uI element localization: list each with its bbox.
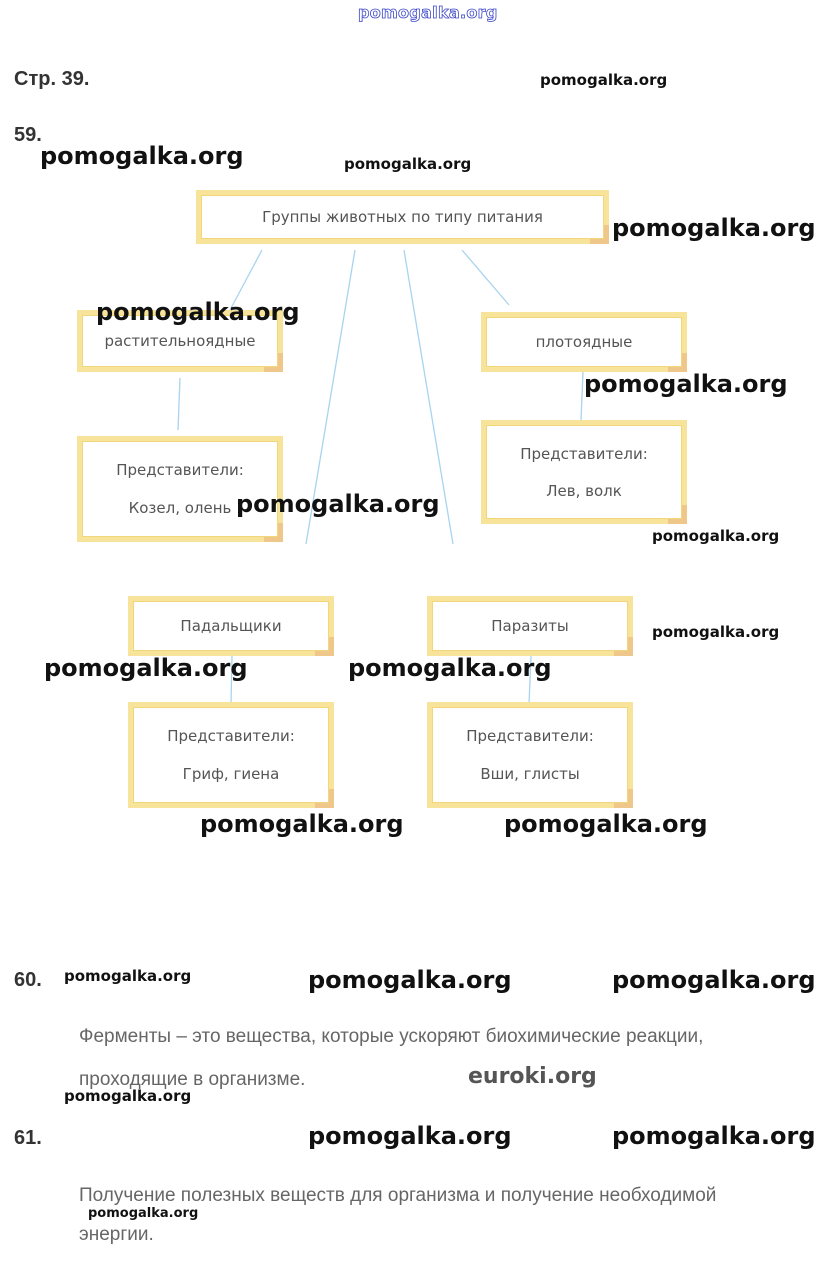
watermark: pomogalka.org — [540, 71, 668, 89]
watermark: pomogalka.org — [612, 214, 816, 242]
watermark: pomogalka.org — [348, 654, 552, 682]
herbivores-reps-label: Представители: — [116, 461, 244, 479]
connector-root-carnivores — [462, 250, 509, 305]
herbivores-reps-box — [77, 436, 283, 542]
watermark: pomogalka.org — [344, 155, 472, 173]
scavengers-reps-box — [128, 702, 334, 808]
watermark: pomogalka.org — [308, 966, 512, 994]
connector-carnivores-reps — [581, 372, 583, 420]
watermark: pomogalka.org — [44, 654, 248, 682]
task-60-number: 60. — [14, 969, 42, 991]
watermark: pomogalka.org — [88, 1206, 199, 1221]
watermark: pomogalka.org — [64, 967, 192, 985]
task-60-line-2: проходящие в организме. — [79, 1069, 306, 1090]
root-label: Группы животных по типу питания — [262, 208, 543, 226]
watermark: pomogalka.org — [652, 623, 780, 641]
watermark: pomogalka.org — [652, 527, 780, 545]
herbivores-label: растительноядные — [104, 332, 256, 350]
watermark: pomogalka.org — [236, 490, 440, 518]
scavengers-box — [128, 596, 334, 656]
watermark: pomogalka.org — [64, 1087, 192, 1105]
watermark: pomogalka.org — [612, 966, 816, 994]
carnivores-reps: Лев, волк — [546, 481, 622, 500]
watermark: pomogalka.org — [308, 1122, 512, 1150]
parasites-reps-box — [427, 702, 633, 808]
root-box — [196, 190, 609, 244]
task-61-number: 61. — [14, 1127, 42, 1149]
task-61-line-1: Получение полезных веществ для организма и получение необходимой — [79, 1185, 717, 1206]
carnivores-box — [481, 312, 687, 372]
watermark: pomogalka.org — [200, 810, 404, 838]
task-60-line-1: Ферменты – это вещества, которые ускоряют биохимические реакции, — [79, 1026, 704, 1047]
scavengers-reps-label: Представители: — [167, 727, 295, 745]
task-59-number: 59. — [14, 124, 42, 146]
watermark: pomogalka.org — [96, 298, 300, 326]
herbivores-reps: Козел, олень — [128, 499, 232, 517]
parasites-box — [427, 596, 633, 656]
parasites-label: Паразиты — [491, 617, 569, 635]
watermark: pomogalka.org — [504, 810, 708, 838]
page-heading: Стр. 39. — [14, 68, 90, 90]
top-watermark: pomogalka.org — [358, 3, 498, 22]
watermark: pomogalka.org — [40, 142, 244, 170]
carnivores-reps-label: Представители: — [520, 444, 648, 463]
carnivores-reps-box — [481, 420, 687, 524]
connector-herbivores-reps — [178, 378, 180, 430]
parasites-reps: Вши, глисты — [480, 765, 580, 783]
euroki-watermark: euroki.org — [468, 1064, 597, 1089]
scavengers-reps: Гриф, гиена — [182, 765, 280, 783]
scavengers-label: Падальщики — [180, 617, 282, 635]
task-61-line-2: энергии. — [79, 1224, 154, 1245]
parasites-reps-label: Представители: — [466, 727, 594, 745]
watermark: pomogalka.org — [584, 370, 788, 398]
carnivores-label: плотоядные — [535, 333, 633, 351]
watermark: pomogalka.org — [612, 1122, 816, 1150]
